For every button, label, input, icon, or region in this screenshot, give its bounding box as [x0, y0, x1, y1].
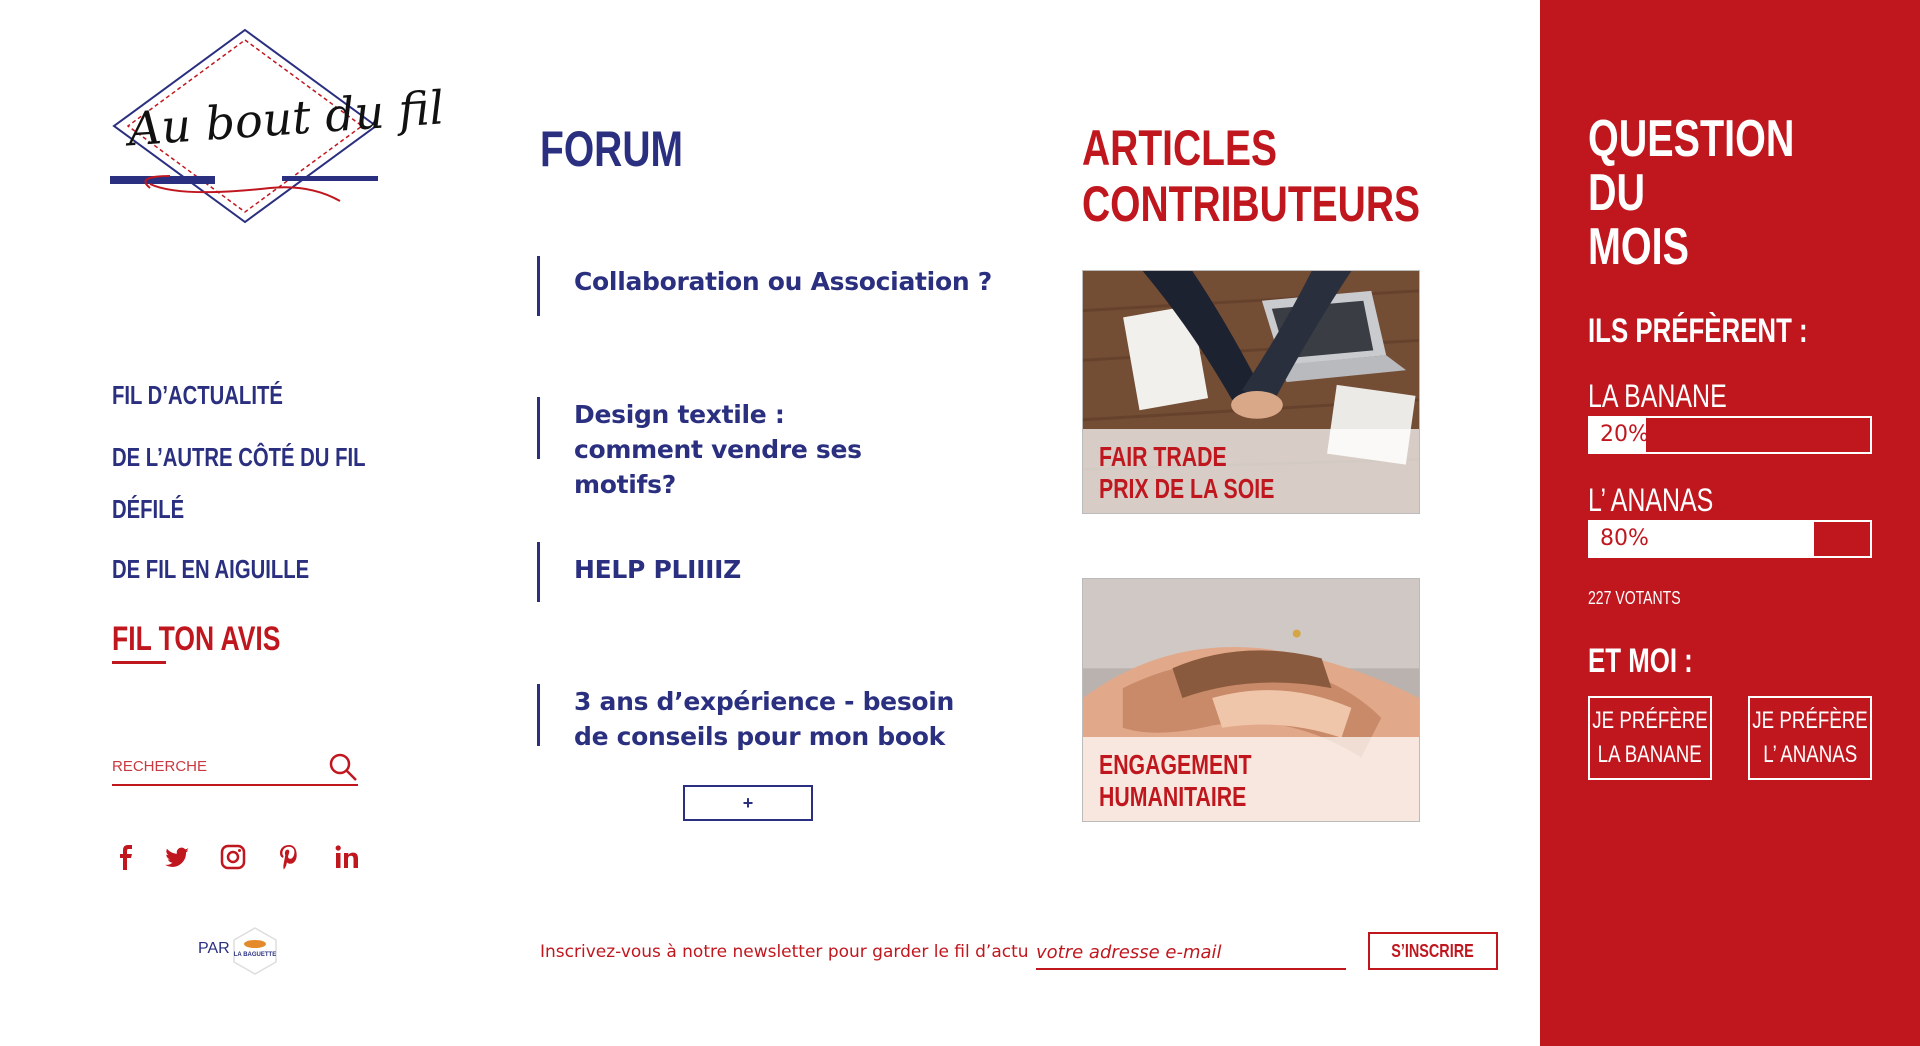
- forum-title: FORUM: [540, 121, 683, 177]
- vote-button-line: JE PRÉFÈRE: [1592, 707, 1708, 734]
- question-panel: [1540, 0, 1920, 1046]
- social-links: [110, 842, 370, 878]
- newsletter-subscribe-button[interactable]: [1368, 932, 1498, 970]
- question-title-line: DU: [1588, 164, 1646, 222]
- vote-button-line: LA BANANE: [1597, 741, 1703, 768]
- linkedin-icon[interactable]: [332, 842, 362, 872]
- article-caption-line: PRIX DE LA SOIE: [1099, 473, 1275, 504]
- baguette-logo[interactable]: [230, 926, 280, 976]
- search-bar: [112, 752, 358, 786]
- question-title-line: MOIS: [1588, 218, 1690, 276]
- vote-button-line: JE PRÉFÈRE: [1752, 707, 1868, 734]
- forum-topic-title: 3 ans d’expérience - besoin de conseils pour mon book: [574, 687, 955, 751]
- nav-item-autre-cote[interactable]: DE L’AUTRE CÔTÉ DU FIL: [112, 442, 366, 472]
- poll-option-label: L’ ANANAS: [1588, 482, 1714, 518]
- forum-topic-title: HELP PLIIIIZ: [574, 555, 741, 584]
- poll-result-bar: [1588, 520, 1872, 558]
- article-caption-line: HUMANITAIRE: [1099, 781, 1247, 812]
- forum-topic[interactable]: [537, 684, 997, 751]
- article-caption-line: FAIR TRADE: [1099, 441, 1227, 472]
- pinterest-icon[interactable]: [274, 842, 304, 872]
- newsletter-email-input[interactable]: [1036, 936, 1346, 970]
- poll-result-percent: 20%: [1600, 422, 1649, 447]
- nav-item-defile[interactable]: DÉFILÉ: [112, 494, 185, 524]
- forum-topic-title: Collaboration ou Association ?: [574, 267, 992, 296]
- facebook-icon[interactable]: [110, 842, 140, 872]
- articles-title-line: CONTRIBUTEURS: [1082, 176, 1420, 232]
- forum-topic[interactable]: [537, 397, 997, 499]
- twitter-icon[interactable]: [162, 842, 192, 872]
- article-card[interactable]: [1082, 270, 1420, 514]
- poll-result-percent: 80%: [1600, 526, 1649, 551]
- poll-option-label: LA BANANE: [1588, 378, 1727, 414]
- site-logo[interactable]: [110, 26, 446, 226]
- voters-count: 227 VOTANTS: [1588, 588, 1681, 608]
- articles-title: [1082, 120, 1420, 232]
- forum-topic[interactable]: [537, 542, 997, 602]
- search-input[interactable]: [112, 752, 312, 782]
- sponsor-prefix: PAR: [198, 940, 230, 957]
- vote-button-line: L’ ANANAS: [1763, 741, 1858, 768]
- search-icon[interactable]: [328, 752, 358, 782]
- logo-text: Au bout du fil: [126, 80, 446, 157]
- question-title: [1588, 112, 1794, 274]
- prefer-label: ILS PRÉFÈRENT :: [1588, 312, 1808, 350]
- me-label: ET MOI :: [1588, 642, 1693, 680]
- article-card[interactable]: [1082, 578, 1420, 822]
- question-title-line: QUESTION: [1588, 110, 1795, 168]
- newsletter-text: Inscrivez-vous à notre newsletter pour garder le fil d’actu: [540, 942, 1029, 962]
- articles-title-line: ARTICLES: [1082, 120, 1277, 176]
- poll-result-bar: [1588, 416, 1872, 454]
- newsletter-subscribe-label: S’INSCRIRE: [1391, 940, 1475, 961]
- forum-more-button[interactable]: +: [683, 785, 813, 821]
- article-caption: [1099, 749, 1252, 813]
- nav-item-fil-actualite[interactable]: FIL D’ACTUALITÉ: [112, 380, 283, 410]
- article-caption: [1099, 441, 1274, 505]
- article-caption-line: ENGAGEMENT: [1099, 749, 1252, 780]
- nav-item-fil-en-aiguille[interactable]: DE FIL EN AIGUILLE: [112, 554, 310, 584]
- instagram-icon[interactable]: [218, 842, 248, 872]
- forum-topic-title: Design textile : comment vendre ses motifs?: [574, 400, 862, 499]
- sponsor: [198, 926, 298, 976]
- vote-pineapple-button[interactable]: [1748, 696, 1872, 780]
- forum-topic[interactable]: [537, 256, 997, 316]
- nav-item-fil-ton-avis[interactable]: FIL TON AVIS: [112, 620, 281, 658]
- svg-text:LA BAGUETTE: LA BAGUETTE: [233, 952, 277, 958]
- active-nav-underline: [112, 661, 166, 664]
- vote-banana-button[interactable]: [1588, 696, 1712, 780]
